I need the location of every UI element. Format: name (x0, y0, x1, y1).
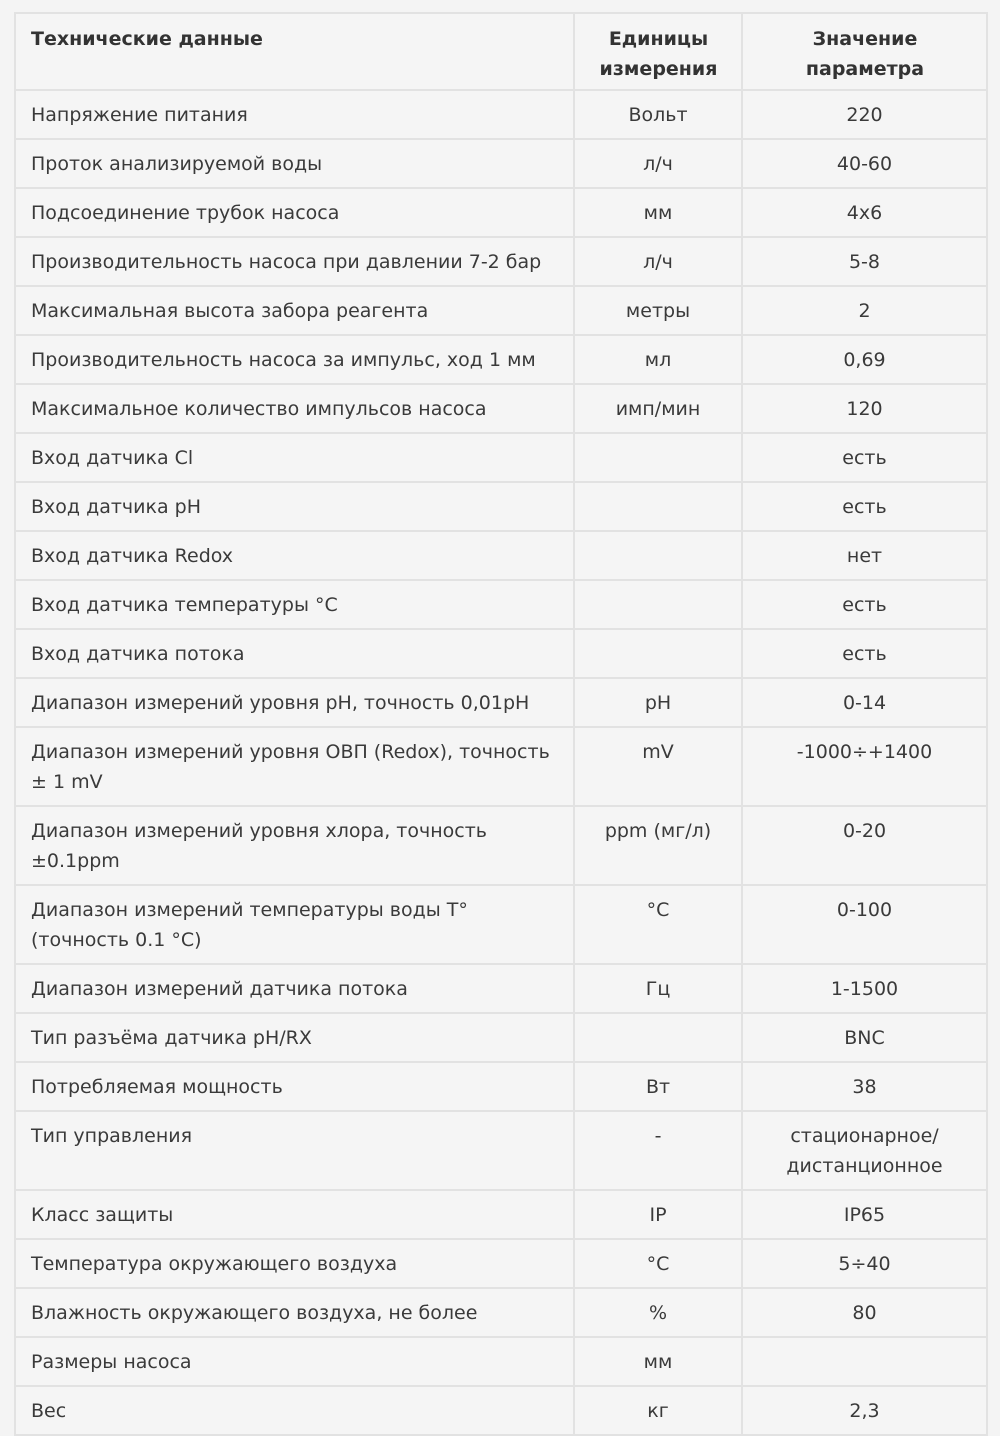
table-header-row (15, 13, 987, 90)
parameter-cell: Диапазон измерений уровня хлора, точность ±0.1ppm (15, 806, 574, 885)
unit-cell: мл (574, 335, 742, 384)
parameter-cell: Вход датчика температуры °C (15, 580, 574, 629)
table-row (15, 531, 987, 580)
table-row (15, 1288, 987, 1337)
header-parameter (15, 13, 574, 90)
table-row (15, 1062, 987, 1111)
unit-cell: кг (574, 1386, 742, 1435)
header-value-line2: параметра (805, 58, 925, 80)
table-row (15, 1337, 987, 1386)
header-parameter-label: Технические данные (31, 28, 263, 50)
unit-cell: мм (574, 1337, 742, 1386)
table-row (15, 433, 987, 482)
unit-cell: °C (574, 1239, 742, 1288)
unit-cell (574, 531, 742, 580)
value-cell: BNC (742, 1013, 987, 1062)
parameter-cell: Максимальная высота забора реагента (15, 286, 574, 335)
unit-cell: mV (574, 727, 742, 806)
value-cell: есть (742, 433, 987, 482)
value-cell (742, 1337, 987, 1386)
value-cell: -1000÷+1400 (742, 727, 987, 806)
parameter-cell: Класс защиты (15, 1190, 574, 1239)
table-row (15, 1111, 987, 1190)
unit-cell: Гц (574, 964, 742, 1013)
parameter-cell: Максимальное количество импульсов насоса (15, 384, 574, 433)
table-row (15, 335, 987, 384)
parameter-cell: Тип разъёма датчика pH/RX (15, 1013, 574, 1062)
value-cell: 38 (742, 1062, 987, 1111)
unit-cell: имп/мин (574, 384, 742, 433)
header-unit-line2: измерения (599, 58, 718, 80)
value-cell: 220 (742, 90, 987, 139)
value-cell: есть (742, 629, 987, 678)
value-cell: 0-100 (742, 885, 987, 964)
parameter-cell: Вход датчика Cl (15, 433, 574, 482)
value-cell: 4х6 (742, 188, 987, 237)
value-cell: 5-8 (742, 237, 987, 286)
technical-specs-table (14, 12, 988, 1436)
header-value-line1: Значение (812, 28, 918, 50)
unit-cell: л/ч (574, 237, 742, 286)
parameter-cell: Размеры насоса (15, 1337, 574, 1386)
header-value (742, 13, 987, 90)
table-row (15, 139, 987, 188)
parameter-cell: Проток анализируемой воды (15, 139, 574, 188)
value-cell: 0,69 (742, 335, 987, 384)
value-cell: 2,3 (742, 1386, 987, 1435)
table-row (15, 188, 987, 237)
table-row (15, 90, 987, 139)
parameter-cell: Диапазон измерений датчика потока (15, 964, 574, 1013)
unit-cell: мм (574, 188, 742, 237)
table-row (15, 885, 987, 964)
value-cell: 1-1500 (742, 964, 987, 1013)
table-row (15, 482, 987, 531)
value-cell: 0-14 (742, 678, 987, 727)
parameter-cell: Вход датчика Redox (15, 531, 574, 580)
table-row (15, 964, 987, 1013)
parameter-cell: Подсоединение трубок насоса (15, 188, 574, 237)
parameter-cell: Вес (15, 1386, 574, 1435)
parameter-cell: Производительность насоса при давлении 7-2 бар (15, 237, 574, 286)
unit-cell: IP (574, 1190, 742, 1239)
table-row (15, 1239, 987, 1288)
parameter-cell: Потребляемая мощность (15, 1062, 574, 1111)
value-cell: стационарное/ дистанционное (742, 1111, 987, 1190)
parameter-cell: Диапазон измерений уровня ОВП (Redox), точность ± 1 mV (15, 727, 574, 806)
unit-cell: % (574, 1288, 742, 1337)
unit-cell: Вольт (574, 90, 742, 139)
table-row (15, 1013, 987, 1062)
header-unit (574, 13, 742, 90)
table-body (15, 90, 987, 1435)
parameter-cell: Влажность окружающего воздуха, не более (15, 1288, 574, 1337)
table-row (15, 806, 987, 885)
table-row (15, 678, 987, 727)
unit-cell: - (574, 1111, 742, 1190)
unit-cell (574, 629, 742, 678)
table-row (15, 727, 987, 806)
unit-cell (574, 482, 742, 531)
parameter-cell: Тип управления (15, 1111, 574, 1190)
parameter-cell: Вход датчика потока (15, 629, 574, 678)
table-row (15, 237, 987, 286)
specs-table-container (14, 12, 986, 1436)
unit-cell: метры (574, 286, 742, 335)
value-cell: 2 (742, 286, 987, 335)
table-row (15, 286, 987, 335)
value-cell: 0-20 (742, 806, 987, 885)
unit-cell: pH (574, 678, 742, 727)
value-cell: нет (742, 531, 987, 580)
value-cell: 80 (742, 1288, 987, 1337)
parameter-cell: Диапазон измерений уровня pH, точность 0,01pH (15, 678, 574, 727)
value-cell: IP65 (742, 1190, 987, 1239)
parameter-cell: Производительность насоса за импульс, ход 1 мм (15, 335, 574, 384)
unit-cell (574, 1013, 742, 1062)
table-row (15, 384, 987, 433)
unit-cell: Вт (574, 1062, 742, 1111)
value-cell: есть (742, 482, 987, 531)
header-unit-line1: Единицы (608, 28, 709, 50)
parameter-cell: Напряжение питания (15, 90, 574, 139)
parameter-cell: Диапазон измерений температуры воды T° (точность 0.1 °C) (15, 885, 574, 964)
parameter-cell: Вход датчика pH (15, 482, 574, 531)
table-row (15, 629, 987, 678)
parameter-cell: Температура окружающего воздуха (15, 1239, 574, 1288)
unit-cell: л/ч (574, 139, 742, 188)
table-row (15, 580, 987, 629)
value-cell: 5÷40 (742, 1239, 987, 1288)
table-row (15, 1190, 987, 1239)
unit-cell: °C (574, 885, 742, 964)
unit-cell: ppm (мг/л) (574, 806, 742, 885)
value-cell: 40-60 (742, 139, 987, 188)
unit-cell (574, 433, 742, 482)
value-cell: 120 (742, 384, 987, 433)
value-cell: есть (742, 580, 987, 629)
table-row (15, 1386, 987, 1435)
unit-cell (574, 580, 742, 629)
